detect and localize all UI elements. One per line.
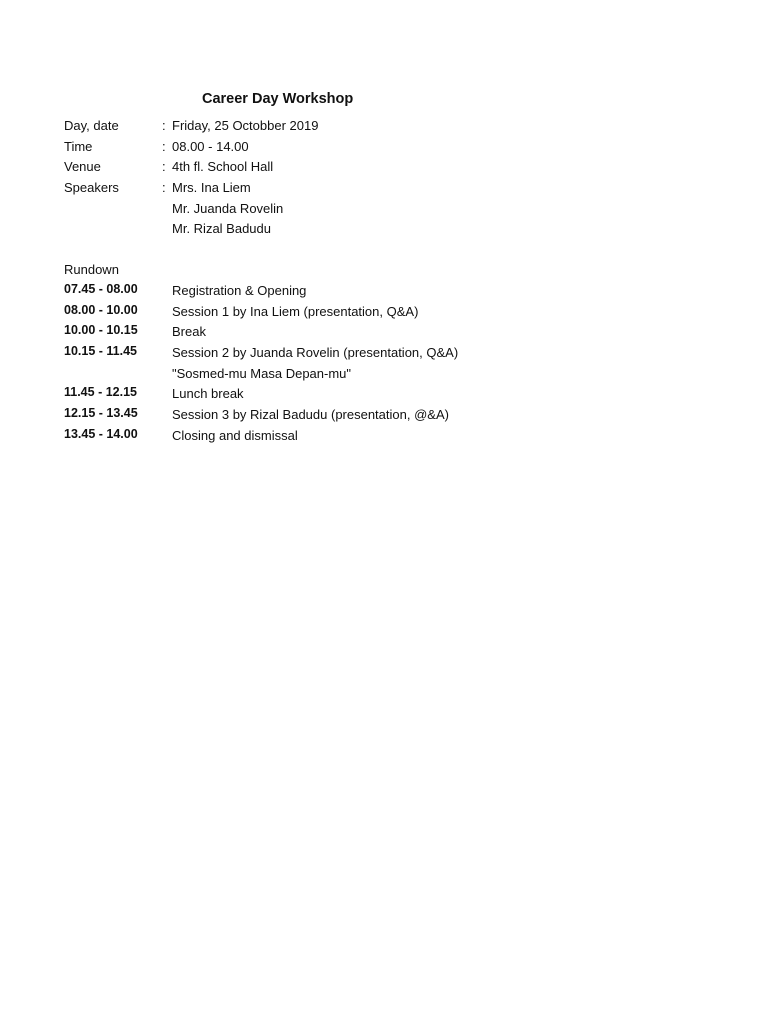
- rundown-time: 07.45 - 08.00: [64, 282, 138, 296]
- rundown-activity: Registration & Opening: [172, 283, 307, 298]
- rundown-activity: Session 2 by Juanda Rovelin (presentation, Q&A): [172, 345, 459, 361]
- info-colon: :: [162, 118, 166, 133]
- info-colon: :: [162, 159, 166, 175]
- rundown-activity: Closing and dismissal: [172, 427, 298, 443]
- rundown-activity: Break: [172, 324, 206, 340]
- info-row-speakers: [64, 178, 484, 199]
- rundown-heading: Rundown: [64, 262, 119, 277]
- document-title: Career Day Workshop: [202, 91, 354, 107]
- rundown-row: [64, 426, 544, 447]
- speaker-name: Mr. Rizal Badudu: [172, 221, 271, 237]
- rundown-time: 12.15 - 13.45: [64, 406, 138, 421]
- info-row-day-date: [64, 116, 484, 137]
- rundown-time: 10.15 - 11.45: [64, 344, 137, 359]
- rundown-list: [64, 281, 544, 447]
- speaker-row: [64, 219, 484, 240]
- info-label: Venue: [64, 159, 101, 175]
- speaker-row: [64, 199, 484, 220]
- rundown-row: [64, 322, 544, 343]
- session-subtitle: "Sosmed-mu Masa Depan-mu": [172, 365, 352, 381]
- rundown-activity: Lunch break: [172, 386, 244, 402]
- info-colon: :: [162, 180, 166, 196]
- rundown-row: [64, 384, 544, 405]
- speaker-name: Mrs. Ina Liem: [172, 180, 251, 196]
- event-info: [64, 116, 484, 240]
- rundown-row: [64, 281, 544, 302]
- info-row-venue: [64, 157, 484, 178]
- info-colon: :: [162, 138, 166, 154]
- rundown-time: 13.45 - 14.00: [64, 426, 138, 441]
- rundown-row: [64, 302, 544, 323]
- speaker-name: Mr. Juanda Rovelin: [172, 200, 284, 216]
- rundown-time: 08.00 - 10.00: [64, 302, 138, 317]
- info-label: Speakers: [64, 180, 119, 196]
- info-label: Time: [64, 138, 93, 154]
- rundown-time: 10.00 - 10.15: [64, 323, 138, 338]
- rundown-row: [64, 364, 544, 385]
- info-value: Friday, 25 Octobber 2019: [172, 118, 319, 133]
- info-row-time: [64, 137, 484, 158]
- rundown-activity: Session 1 by Ina Liem (presentation, Q&A): [172, 303, 419, 319]
- info-value: 08.00 - 14.00: [172, 138, 249, 154]
- rundown-time: 11.45 - 12.15: [64, 385, 137, 400]
- rundown-activity: Session 3 by Rizal Badudu (presentation, @&A): [172, 407, 449, 423]
- info-label: Day, date: [64, 118, 119, 133]
- rundown-row: [64, 405, 544, 426]
- info-value: 4th fl. School Hall: [172, 159, 274, 175]
- rundown-row: [64, 343, 544, 364]
